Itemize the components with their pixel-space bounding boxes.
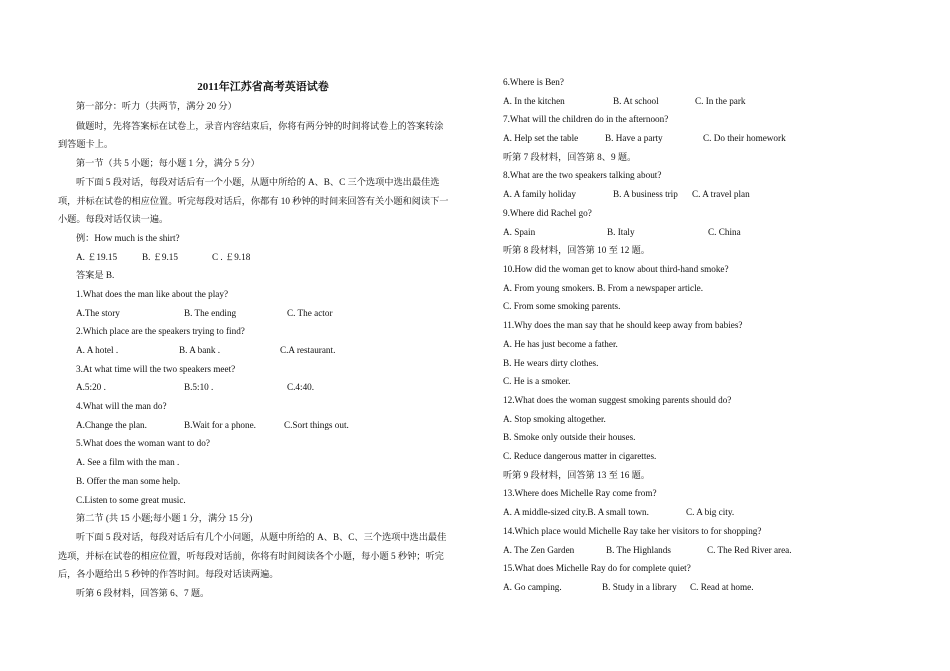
option-b: B. The ending <box>184 308 237 318</box>
option-a: A. See a film with the man . <box>76 457 180 467</box>
section1-heading: 第一节（共 5 小题；每小题 1 分，满分 5 分） <box>76 158 260 168</box>
option-c: C.4:40. <box>287 382 315 392</box>
option-a: A. Help set the table <box>503 133 579 143</box>
option-b: B. Study in a library <box>602 582 677 592</box>
option-c: C.Sort things out. <box>284 420 349 430</box>
option-a: A. The Zen Garden <box>503 545 575 555</box>
question-9: 9.Where did Rachel go? <box>503 208 592 218</box>
option-a: A. He has just become a father. <box>503 339 618 349</box>
option-c: C.A restaurant. <box>280 345 336 355</box>
option-b: B. Offer the man some help. <box>76 476 181 486</box>
option-b: B. Smoke only outside their houses. <box>503 432 636 442</box>
option-c: C. A big city. <box>686 507 735 517</box>
question-4: 4.What will the man do? <box>76 401 167 411</box>
option-a: A.Change the plan. <box>76 420 147 430</box>
option-a: A. Go camping. <box>503 582 562 592</box>
instruction-line: 到答题卡上。 <box>58 139 114 149</box>
option-a: A. A family holiday <box>503 189 576 199</box>
option-c: C. The actor <box>287 308 333 318</box>
question-5: 5.What does the woman want to do? <box>76 438 210 448</box>
option-b: B. The Highlands <box>606 545 671 555</box>
options-ab: A. A middle-sized city.B. A small town. <box>503 507 649 517</box>
instruction-line: 听下面 5 段对话，每段对话后有一个小题，从题中所给的 A、B、C 三个选项中选出最佳选 <box>76 177 440 187</box>
option-b: B.5:10 . <box>184 382 214 392</box>
option-c: C . ￡9.18 <box>212 252 251 262</box>
question-13: 13.Where does Michelle Ray come from? <box>503 488 657 498</box>
question-8: 8.What are the two speakers talking about? <box>503 170 662 180</box>
instruction-line: 做题时，先将答案标在试卷上，录音内容结束后，你将有两分钟的时间将试卷上的答案转涂 <box>76 121 444 131</box>
question-6: 6.Where is Ben? <box>503 77 564 87</box>
instruction-line: 项，并标在试卷的相应位置。听完每段对话后，你都有 10 秒钟的时间来回答有关小题和阅读下一 <box>58 196 449 206</box>
option-b: B. ￡9.15 <box>142 252 178 262</box>
question-7: 7.What will the children do in the afternoon? <box>503 114 669 124</box>
option-a: A. Stop smoking altogether. <box>503 414 606 424</box>
option-b: B. At school <box>613 96 659 106</box>
material-note: 听第 8 段材料，回答第 10 至 12 题。 <box>503 245 650 255</box>
option-a: A. In the kitchen <box>503 96 565 106</box>
section2-heading: 第二节 (共 15 小题;每小题 1 分，满分 15 分) <box>76 513 253 523</box>
option-c: C. From some smoking parents. <box>503 301 621 311</box>
question-11: 11.Why does the man say that he should keep away from babies? <box>503 320 743 330</box>
part1-heading: 第一部分：听力（共两节，满分 20 分） <box>76 101 237 111</box>
option-c: C. A travel plan <box>692 189 750 199</box>
option-a: A. A hotel . <box>76 345 119 355</box>
question-1: 1.What does the man like about the play? <box>76 289 229 299</box>
option-b: B. A business trip <box>613 189 678 199</box>
question-2: 2.Which place are the speakers trying to find? <box>76 326 245 336</box>
instruction-line: 小题。每段对话仅读一遍。 <box>58 214 169 224</box>
option-c: C. Reduce dangerous matter in cigarettes. <box>503 451 657 461</box>
question-15: 15.What does Michelle Ray do for complete quiet? <box>503 563 691 573</box>
option-a: A. ￡19.15 <box>76 252 118 262</box>
option-c: C. Read at home. <box>690 582 754 592</box>
option-c: C. Do their homework <box>703 133 786 143</box>
option-b: B. A bank . <box>179 345 221 355</box>
page-title: 2011年江苏省高考英语试卷 <box>197 81 329 93</box>
question-12: 12.What does the woman suggest smoking parents should do? <box>503 395 732 405</box>
instruction-line: 后，各小题给出 5 秒钟的作答时间。每段对话读两遍。 <box>58 569 279 579</box>
material-note: 听第 9 段材料，回答第 13 至 16 题。 <box>503 470 650 480</box>
option-b: B. He wears dirty clothes. <box>503 358 599 368</box>
instruction-line: 听下面 5 段对话，每段对话后有几个小问题，从题中所给的 A、B、C、三个选项中选出最佳 <box>76 532 447 542</box>
option-b: B. Italy <box>607 227 635 237</box>
option-a: A.The story <box>76 308 120 318</box>
option-b: B.Wait for a phone. <box>184 420 256 430</box>
option-c: C. China <box>708 227 741 237</box>
question-14: 14.Which place would Michelle Ray take her visitors to for shopping? <box>503 526 762 536</box>
option-c: C. In the park <box>695 96 746 106</box>
option-c: C. He is a smoker. <box>503 376 571 386</box>
material-note: 听第 6 段材料，回答第 6、7 题。 <box>76 588 210 598</box>
example-answer: 答案是 B. <box>76 270 115 280</box>
options-ab: A. From young smokers. B. From a newspaper article. <box>503 283 704 293</box>
option-b: B. Have a party <box>605 133 663 143</box>
option-a: A.5:20 . <box>76 382 106 392</box>
option-a: A. Spain <box>503 227 536 237</box>
example-question: 例：How much is the shirt? <box>76 233 180 243</box>
question-3: 3.At what time will the two speakers meet? <box>76 364 236 374</box>
material-note: 听第 7 段材料，回答第 8、9 题。 <box>503 152 637 162</box>
question-10: 10.How did the woman get to know about third-hand smoke? <box>503 264 729 274</box>
option-c: C. The Red River area. <box>707 545 792 555</box>
instruction-line: 选项，并标在试卷的相应位置，听每段对话前，你将有时间阅读各个小题，每小题 5 秒钟；听完 <box>58 551 444 561</box>
option-c: C.Listen to some great music. <box>76 495 186 505</box>
